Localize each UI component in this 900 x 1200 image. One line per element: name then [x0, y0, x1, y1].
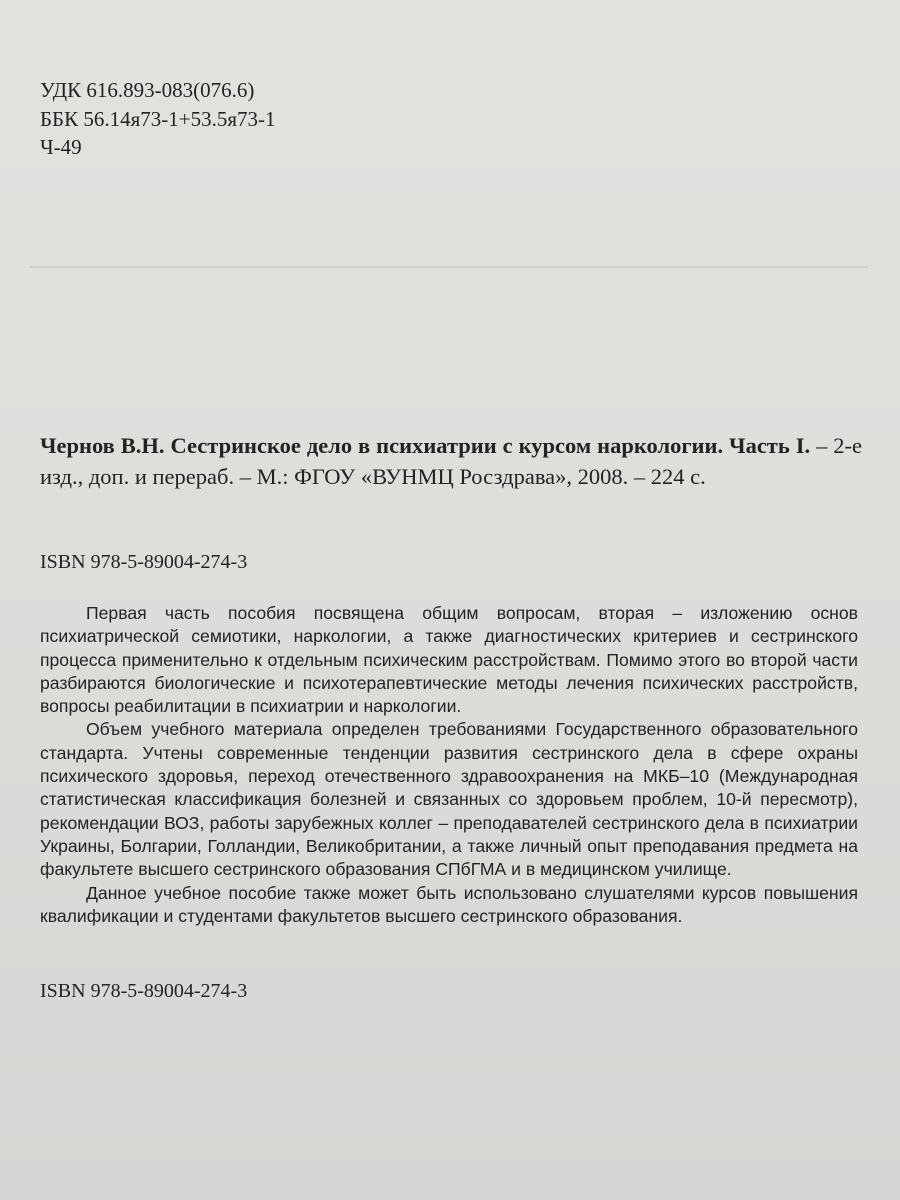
abstract-paragraph-1: Первая часть пособия посвящена общим вопросам, вторая – изложению основ психиатрической семиотики, наркологии, а также диагностических критериев и сестринского процесса применительно к отдельным психическим расстройствам. Помимо этого во второй части разбираются биологические и психотерапевтические методы лечения психических расстройств, вопросы реабилитации в психиатрии и наркологии.	[40, 603, 858, 717]
author-mark: Ч-49	[40, 135, 82, 159]
bleed-through-rule	[30, 266, 868, 268]
abstract-paragraph-2: Объем учебного материала определен требованиями Государственного образовательного стандарта. Учтены современные тенденции развития сестринского дела в сфере охраны психического здоровья, переход отечественного здравоохранения на МКБ–10 (Международная статистическая классификация болезней и связанных со здоровьем проблем, 10-й пересмотр), рекомендации ВОЗ, работы зарубежных коллег – преподавателей сестринского дела в психиатрии Украины, Болгарии, Голландии, Великобритании, а также личный опыт преподавания предмета на факультете высшего сестринского образования СПбГМА и в медицинском училище.	[40, 719, 858, 880]
abstract-paragraph-3: Данное учебное пособие также может быть использовано слушателями курсов повышения квалификации и студентами факультетов высшего сестринского образования.	[40, 882, 858, 926]
citation-details: – 2-е изд., доп. и перераб. – М.: ФГОУ «ВУНМЦ Росздрава», 2008. – 224 с.	[40, 433, 862, 489]
classification-codes	[40, 76, 276, 162]
isbn-bottom: ISBN 978-5-89004-274-3	[40, 980, 248, 1002]
isbn-top: ISBN 978-5-89004-274-3	[40, 551, 248, 573]
bbk-code: ББК 56.14я73-1+53.5я73-1	[40, 106, 276, 131]
abstract	[40, 602, 858, 928]
citation-title: Чернов В.Н. Сестринское дело в психиатрии с курсом наркологии. Часть I.	[40, 433, 811, 458]
udk-code: УДК 616.893-083(076.6)	[40, 78, 255, 102]
bibliographic-citation	[40, 430, 862, 492]
